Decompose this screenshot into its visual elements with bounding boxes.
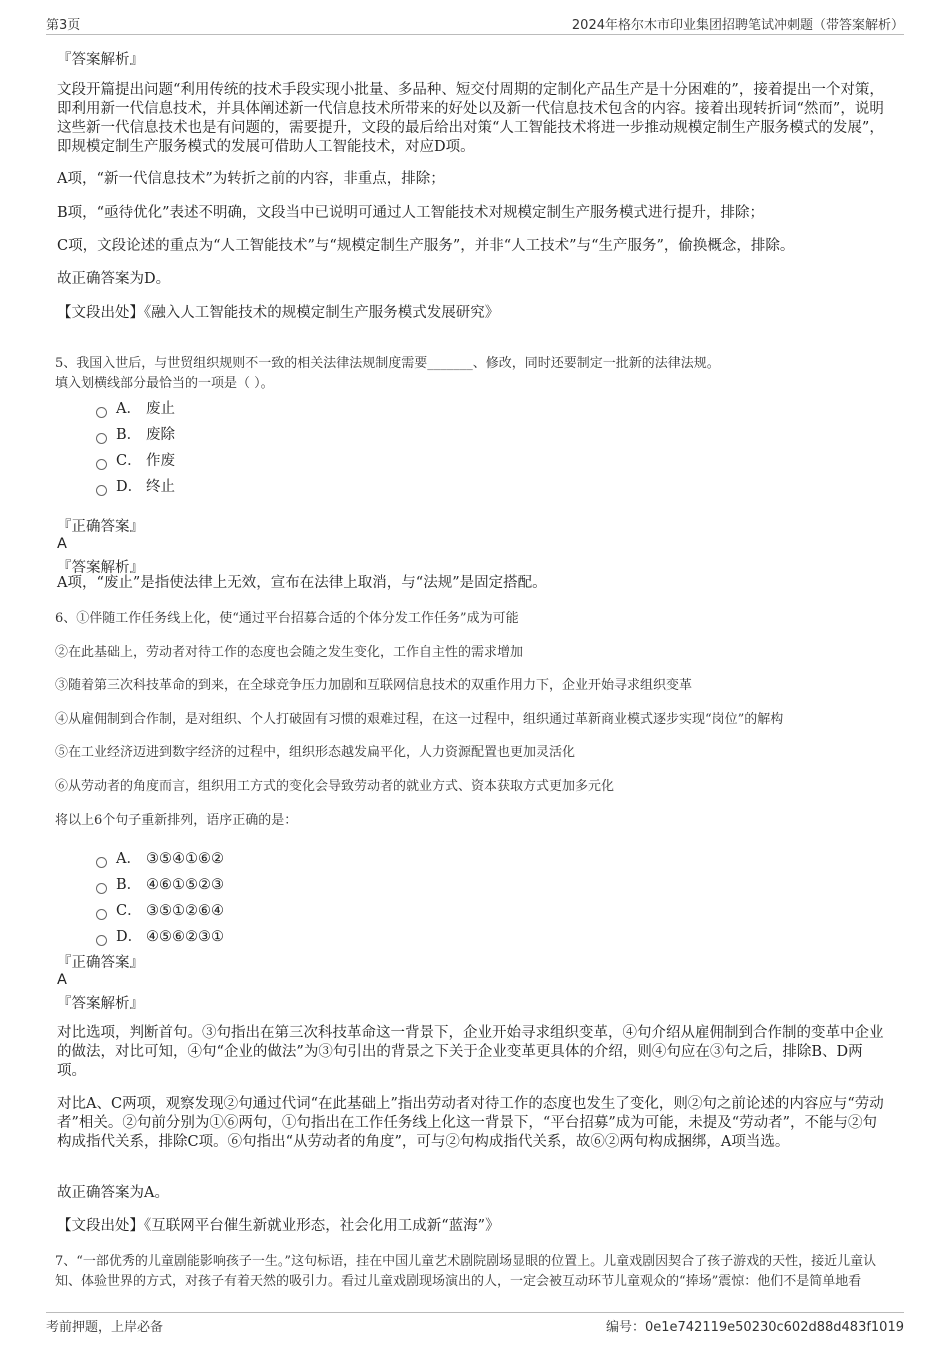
q6-sentence-4: ④从雇佣制到合作制，是对组织、个人打破固有习惯的艰难过程，在这一过程中，组织通过革新商业模式逐步实现“岗位”的解构: [55, 712, 784, 727]
q4-explain-option-b: B项，“亟待优化”表述不明确，文段当中已说明可通过人工智能技术对规模定制生产服务模式进行提升，排除；: [57, 205, 764, 221]
q5-stem: 5、我国入世后，与世贸组织规则不一致的相关法律法规制度需要_______、修改，同时还要制定一批新的法律法规。: [55, 356, 720, 371]
q4-explain-label: 『答案解析』: [57, 52, 144, 68]
document-code: 编号：0e1e742119e50230c602d88d483f1019: [606, 1320, 904, 1335]
q5-correct-answer: A: [57, 536, 67, 552]
q4-explain-option-a: A项，“新一代信息技术”为转折之前的内容，非重点，排除；: [57, 171, 445, 187]
q6-sentence-6: ⑥从劳动者的角度而言，组织用工方式的变化会导致劳动者的就业方式、资本获取方式更加多元化: [55, 779, 615, 794]
footer-slogan: 考前押题，上岸必备: [46, 1320, 164, 1335]
q6-prompt: 将以上6个句子重新排列，语序正确的是：: [55, 813, 298, 828]
q5-option-a[interactable]: A． 废止: [96, 397, 175, 418]
radio-icon[interactable]: [96, 433, 107, 444]
q6-sentence-3: ③随着第三次科技革命的到来，在全球竞争压力加剧和互联网信息技术的双重作用力下，企业开始寻求组织变革: [55, 678, 693, 693]
radio-icon[interactable]: [96, 883, 107, 894]
q6-sentence-5: ⑤在工业经济迈进到数字经济的过程中，组织形态越发扁平化，人力资源配置也更加灵活化: [55, 745, 576, 760]
radio-icon[interactable]: [96, 485, 107, 496]
page-header: [46, 12, 904, 35]
radio-icon[interactable]: [96, 909, 107, 920]
q5-prompt: 填入划横线部分最恰当的一项是（ ）。: [55, 376, 274, 391]
q6-option-b[interactable]: B． ④⑥①⑤②③: [96, 873, 224, 894]
q6-sentence-2: ②在此基础上，劳动者对待工作的态度也会随之发生变化，工作自主性的需求增加: [55, 645, 524, 660]
q6-source: 【文段出处】《互联网平台催生新就业形态，社会化用工成新“蓝海”》: [57, 1218, 500, 1234]
q5-explain: A项，“废止”是指使法律上无效，宣布在法律上取消，与“法规”是固定搭配。: [57, 575, 547, 591]
q6-option-c[interactable]: C． ③⑤①②⑥④: [96, 899, 224, 920]
q5-explain-label: 『答案解析』: [57, 560, 144, 576]
q6-sentence-1: 6、①伴随工作任务线上化，使“通过平台招募合适的个体分发工作任务”成为可能: [55, 611, 519, 626]
q5-option-c[interactable]: C． 作废: [96, 449, 175, 470]
q6-option-d[interactable]: D． ④⑤⑥②③①: [96, 925, 224, 946]
radio-icon[interactable]: [96, 935, 107, 946]
q7-stem: 7、“一部优秀的儿童剧能影响孩子一生。”这句标语，挂在中国儿童艺术剧院剧场显眼的位置上。儿童戏剧因契合了孩子游戏的天性，接近儿童认知、体验世界的方式，对孩子有着天然的吸引力。看过儿童戏剧现场演出的人，一定会被互动环节儿童观众的“捧场”震惊：他们不是简单地看: [55, 1254, 877, 1289]
q4-source: 【文段出处】《融入人工智能技术的规模定制生产服务模式发展研究》: [57, 305, 500, 321]
q6-explain-label: 『答案解析』: [57, 996, 144, 1012]
radio-icon[interactable]: [96, 407, 107, 418]
q6-correct-label: 『正确答案』: [57, 955, 144, 971]
radio-icon[interactable]: [96, 459, 107, 470]
q6-correct-answer: A: [57, 972, 67, 988]
q5-option-d[interactable]: D． 终止: [96, 475, 175, 496]
q5-correct-label: 『正确答案』: [57, 519, 144, 535]
q6-conclusion: 故正确答案为A。: [57, 1185, 169, 1201]
q4-explain-option-c: C项，文段论述的重点为“人工智能技术”与“规模定制生产服务”，并非“人工技术”与“生产服务”，偷换概念，排除。: [57, 238, 795, 254]
page-number: 第3页: [46, 18, 81, 33]
q6-explain-para1: 对比选项，判断首句。③句指出在第三次科技革命这一背景下，企业开始寻求组织变革，④句介绍从雇佣制到合作制的变革中企业的做法，对比可知，④句“企业的做法”为③句引出的背景之下关于企业变革更具体的介绍，则④句应在③句之后，排除B、D两项。: [57, 1025, 884, 1079]
page-footer: [46, 1312, 904, 1333]
q4-conclusion: 故正确答案为D。: [57, 271, 171, 287]
q6-option-a[interactable]: A． ③⑤④①⑥②: [96, 847, 224, 868]
radio-icon[interactable]: [96, 857, 107, 868]
q5-option-b[interactable]: B． 废除: [96, 423, 175, 444]
document-title: 2024年格尔木市印业集团招聘笔试冲刺题（带答案解析）: [571, 18, 904, 33]
q6-explain-para2: 对比A、C两项，观察发现②句通过代词“在此基础上”指出劳动者对待工作的态度也发生了变化，则②句之前论述的内容应与“劳动者”相关。②句前分别为①⑥两句，①句指出在工作任务线上化这一背景下，“平台招募”成为可能，未提及“劳动者”，不能与②句构成指代关系，排除C项。⑥句指出“从劳动者的角度”，可与②句构成指代关系，故⑥②两句构成捆绑，A项当选。: [57, 1096, 884, 1150]
q4-explain-para1: 文段开篇提出问题“利用传统的技术手段实现小批量、多品种、短交付周期的定制化产品生产是十分困难的”，接着提出一个对策，即利用新一代信息技术，并具体阐述新一代信息技术所带来的好处以及新一代信息技术包含的内容。接着出现转折词“然而”，说明这些新一代信息技术也是有问题的，需要提升，文段的最后给出对策“人工智能技术将进一步推动规模定制生产服务模式的发展”，即规模定制生产服务模式的发展可借助人工智能技术，对应D项。: [57, 82, 884, 155]
